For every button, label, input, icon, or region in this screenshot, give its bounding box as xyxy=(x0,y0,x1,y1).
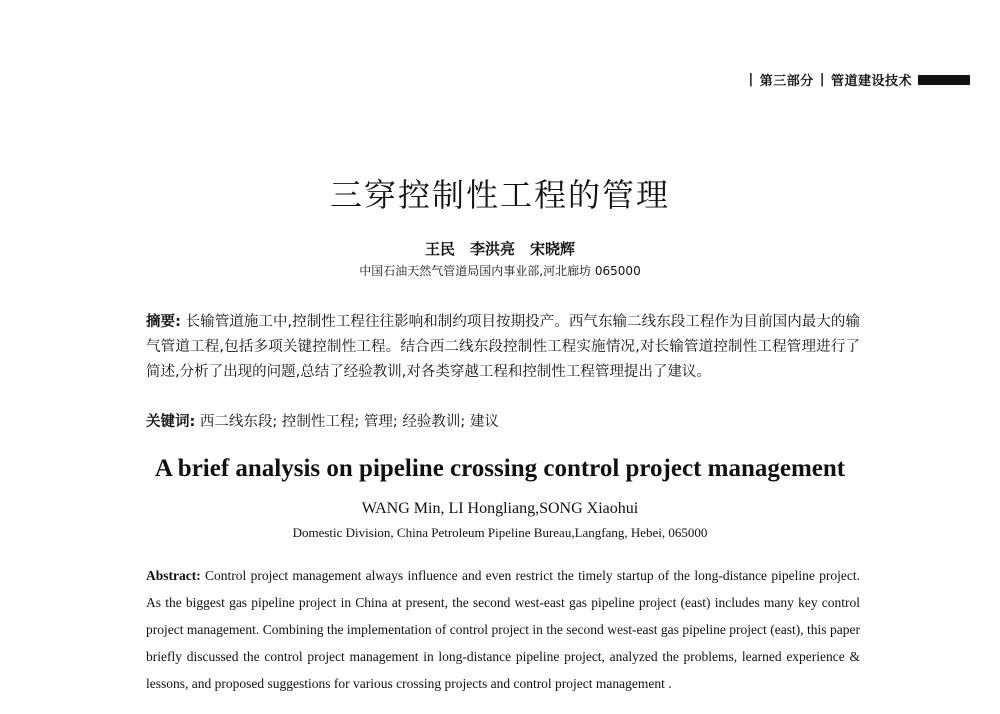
authors-cn: 王民 李洪亮 宋晓辉 xyxy=(424,240,575,258)
abstract-cn-label: 摘要: xyxy=(146,314,181,330)
abstract-en-label: Abstract: xyxy=(146,568,201,583)
paper-title-cn: 三穿控制性工程的管理 xyxy=(329,176,670,214)
affiliation-cn: 中国石油天然气管道局国内事业部,河北廊坊 065000 xyxy=(359,264,641,278)
header-block-decoration xyxy=(918,75,970,85)
abstract-cn-text: 长输管道施工中,控制性工程往往影响和制约项目按期投产。西气东输二线东段工程作为目前国内最大的输气管道工程,包括多项关键控制性工程。结合西二线东段控制性工程实施情况,对长输管道控制性工程管理进行了简述,分析了出现的问题,总结了经验教训,对各类穿越工程和控制性工程管理提出了建议。 xyxy=(146,314,860,380)
header-topic: 管道建设技术 xyxy=(830,74,912,89)
abstract-en-text: Control project management always influence and even restrict the timely startup of the long-distance pipeline project. As the biggest gas pipeline project in China at present, the second west-east gas pipeline project (east) includes many key control project management. Combining the implementation of control project in the second west-east gas pipeline project (east), this paper briefly discussed the control project management in long-distance pipeline project, analyzed the problems, learned experience & lessons, and proposed suggestions for various crossing projects and control project management . xyxy=(146,568,860,691)
header-divider: | xyxy=(748,72,754,87)
keywords-cn-label: 关键词: xyxy=(146,414,196,430)
abstract-cn xyxy=(146,310,860,385)
keywords-cn xyxy=(146,410,860,435)
authors-en: WANG Min, LI Hongliang,SONG Xiaohui xyxy=(361,500,639,517)
header-section: 第三部分 xyxy=(759,74,814,89)
affiliation-en: Domestic Division, China Petroleum Pipeline Bureau,Langfang, Hebei, 065000 xyxy=(292,525,708,540)
running-header xyxy=(742,70,970,89)
paper-title-en: A brief analysis on pipeline crossing control project management xyxy=(154,455,846,482)
keywords-cn-text: 西二线东段; 控制性工程; 管理; 经验教训; 建议 xyxy=(199,414,499,430)
header-divider: | xyxy=(819,72,825,87)
abstract-en xyxy=(146,562,860,697)
